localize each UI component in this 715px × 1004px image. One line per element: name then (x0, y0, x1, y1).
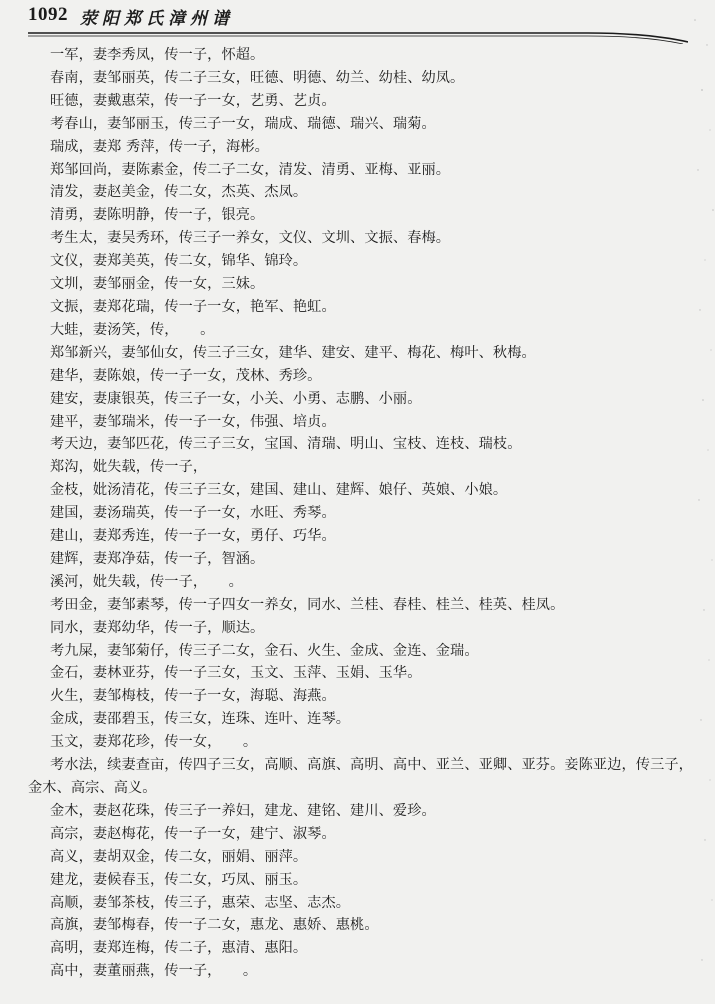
entry-0: 一军，妻李秀凤，传一子，怀超。 (50, 47, 265, 63)
entry-12: 大蛙，妻汤笑，传， 。 (50, 321, 215, 338)
entry-16: 建平，妻邹瑞米，传一子一女，伟强、培贞。 (50, 413, 336, 430)
entry-17: 考天边，妻邹匹花，传三子三女，宝国、清瑞、明山、宝枝、连枝、瑞枝。 (50, 436, 522, 453)
entry-24: 考田金，妻邹素琴，传一子四女一养女，同水、兰桂、春桂、桂兰、桂英、桂凤。 (50, 596, 565, 613)
entry-21: 建山，妻郑秀连，传一子一女，勇仔、巧华。 (50, 528, 336, 545)
entry-1: 春南，妻邹丽英，传二子三女，旺德、明德、幼兰、幼桂、幼凤。 (50, 69, 465, 86)
entry-22: 建辉，妻郑净菇，传一子，智涵。 (50, 550, 265, 567)
entry-13: 郑邹新兴，妻邹仙女，传三子三女，建华、建安、建平、梅花、梅叶、秋梅。 (50, 344, 536, 361)
entry-31: 考水法，续妻查亩，传四子三女，高顺、高旗、高明、高中、亚兰、亚卿、亚芬。妾陈亚边，传三子，金木、高宗、高义。 (28, 757, 693, 796)
book-title: 荥阳郑氏漳州谱 (80, 9, 234, 29)
entry-7: 清勇，妻陈明静，传一子，银亮。 (50, 207, 265, 224)
entry-29: 金成，妻邵碧玉，传三女，连珠、连叶、连琴。 (50, 711, 351, 728)
entry-9: 文仪，妻郑美英，传二女，锦华、锦玲。 (50, 253, 308, 270)
entry-26: 考九屎，妻邹菊仔，传三子二女，金石、火生、金成、金连、金瑞。 (50, 642, 479, 659)
entry-34: 高义，妻胡双金，传二女，丽娟、丽萍。 (50, 848, 308, 865)
entry-37: 高旗，妻邹梅春，传一子二女，惠龙、惠娇、惠桃。 (50, 917, 379, 934)
entry-36: 高顺，妻邹茶枝，传三子，惠荣、志坚、志杰。 (50, 894, 351, 911)
entry-30: 玉文，妻郑花珍，传一女， 。 (50, 734, 258, 751)
page-number: 1092 (28, 4, 68, 25)
entry-2: 旺德，妻戴惠荣，传一子一女，艺勇、艺贞。 (50, 92, 336, 109)
entry-25: 同水，妻郑幼华，传一子，顺达。 (50, 619, 265, 636)
entry-4: 瑞成，妻郑 秀萍，传一子，海彬。 (50, 138, 269, 155)
entry-6: 清发，妻赵美金，传二女，杰英、杰凤。 (50, 184, 308, 201)
entry-28: 火生，妻邹梅枝，传一子一女，海聪、海燕。 (50, 688, 336, 705)
entry-19: 金枝，妣汤清花，传三子三女，建国、建山、建辉、娘仔、英娘、小娘。 (50, 482, 508, 499)
entry-14: 建华，妻陈娘，传一子一女，茂林、秀珍。 (50, 367, 322, 384)
entry-35: 建龙，妻候春玉，传二女，巧凤、丽玉。 (50, 871, 308, 888)
entry-5: 郑邹回尚，妻陈素金，传二子二女，清发、清勇、亚梅、亚丽。 (50, 161, 451, 178)
entry-23: 溪河，妣失载，传一子， 。 (50, 573, 243, 590)
entry-3: 考春山，妻邹丽玉，传三子一女，瑞成、瑞德、瑞兴、瑞菊。 (50, 115, 436, 132)
entry-32: 金木，妻赵花珠，传三子一养妇，建龙、建铭、建川、爱珍。 (50, 802, 436, 819)
entry-15: 建安，妻康银英，传三子一女，小关、小勇、志鹏、小丽。 (50, 390, 422, 407)
entry-20: 建国，妻汤瑞英，传一子一女，水旺、秀琴。 (50, 505, 336, 522)
header-rule (28, 30, 688, 44)
entry-39: 高中，妻董丽燕，传一子， 。 (50, 963, 258, 980)
entry-18: 郑沟，妣失载，传一子， (50, 459, 208, 476)
entry-11: 文振，妻郑花瑞，传一子一女，艳军、艳虹。 (50, 298, 336, 315)
entry-8: 考生太，妻吴秀环，传三子一养女，文仪、文圳、文振、春梅。 (50, 230, 451, 247)
page-header (0, 0, 715, 40)
entry-10: 文圳，妻邹丽金，传一女，三妹。 (50, 276, 265, 293)
entry-33: 高宗，妻赵梅花，传一子一女，建宁、淑琴。 (50, 825, 336, 842)
entry-27: 金石，妻林亚芬，传一子三女，玉文、玉萍、玉娟、玉华。 (50, 665, 422, 682)
genealogy-entries (28, 44, 698, 983)
entry-38: 高明，妻郑连梅，传二子，惠清、惠阳。 (50, 940, 308, 957)
